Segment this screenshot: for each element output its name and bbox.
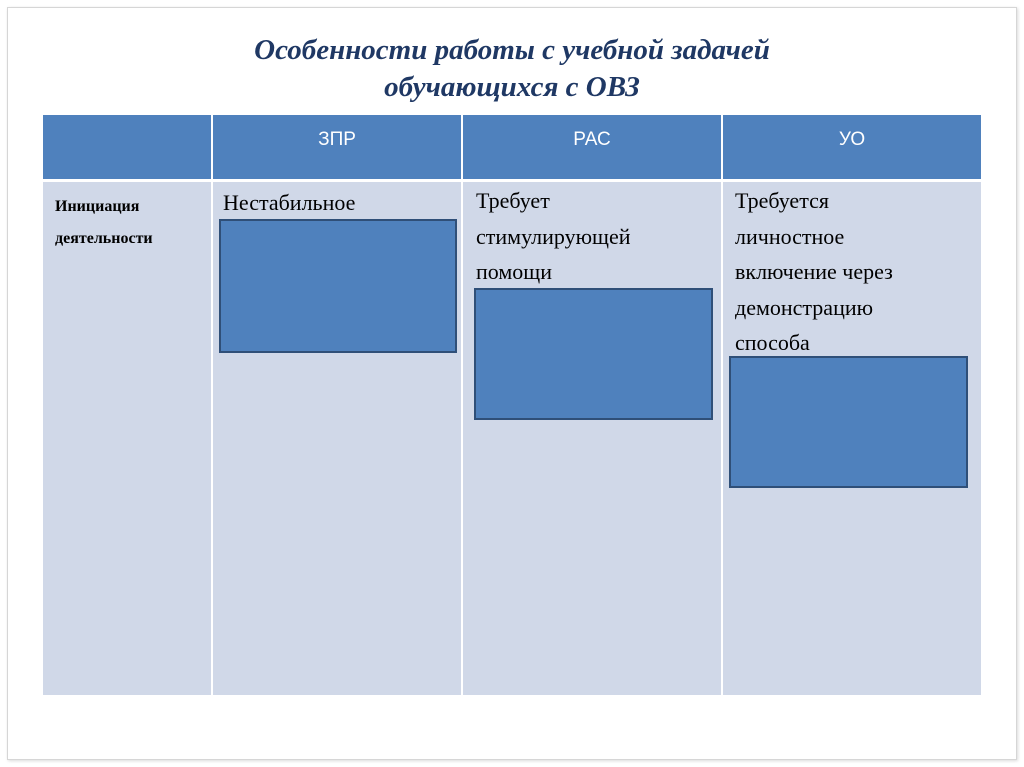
row-label-line: Инициация: [55, 198, 140, 215]
cell-ras-text: [476, 183, 630, 290]
cell-text-line: демонстрацию: [735, 294, 874, 320]
slide-title-line-1: Особенности работы с учебной задачей: [254, 34, 770, 66]
row-label: [55, 191, 215, 255]
cell-text-line: Нестабильное: [223, 190, 356, 215]
column-divider: [461, 115, 463, 695]
slide-title-line-2: обучающихся с ОВЗ: [384, 71, 640, 103]
cell-text-line: помощи: [476, 259, 552, 284]
cell-text-line: способа: [735, 330, 810, 355]
header-cell-zpr: ЗПР: [318, 129, 356, 150]
slide-title: [0, 32, 1024, 106]
blue-rectangle: [729, 356, 968, 488]
header-cell-uo: УО: [838, 129, 866, 150]
cell-text-line: Требует: [476, 188, 550, 213]
header-cell-empty: [43, 115, 211, 180]
comparison-table: [43, 115, 981, 695]
column-divider: [721, 115, 723, 695]
cell-text-line: стимулирующей: [476, 223, 631, 249]
cell-text-line: включение через: [735, 259, 893, 284]
cell-text-line: Требуется: [735, 188, 829, 213]
header-cell-ras: РАС: [573, 129, 611, 150]
row-label-line: деятельности: [55, 230, 153, 247]
cell-text-line: личностное: [735, 223, 845, 249]
cell-zpr-text: [223, 185, 355, 221]
blue-rectangle: [474, 288, 713, 420]
cell-uo-text: [735, 183, 893, 361]
blue-rectangle: [219, 219, 457, 353]
